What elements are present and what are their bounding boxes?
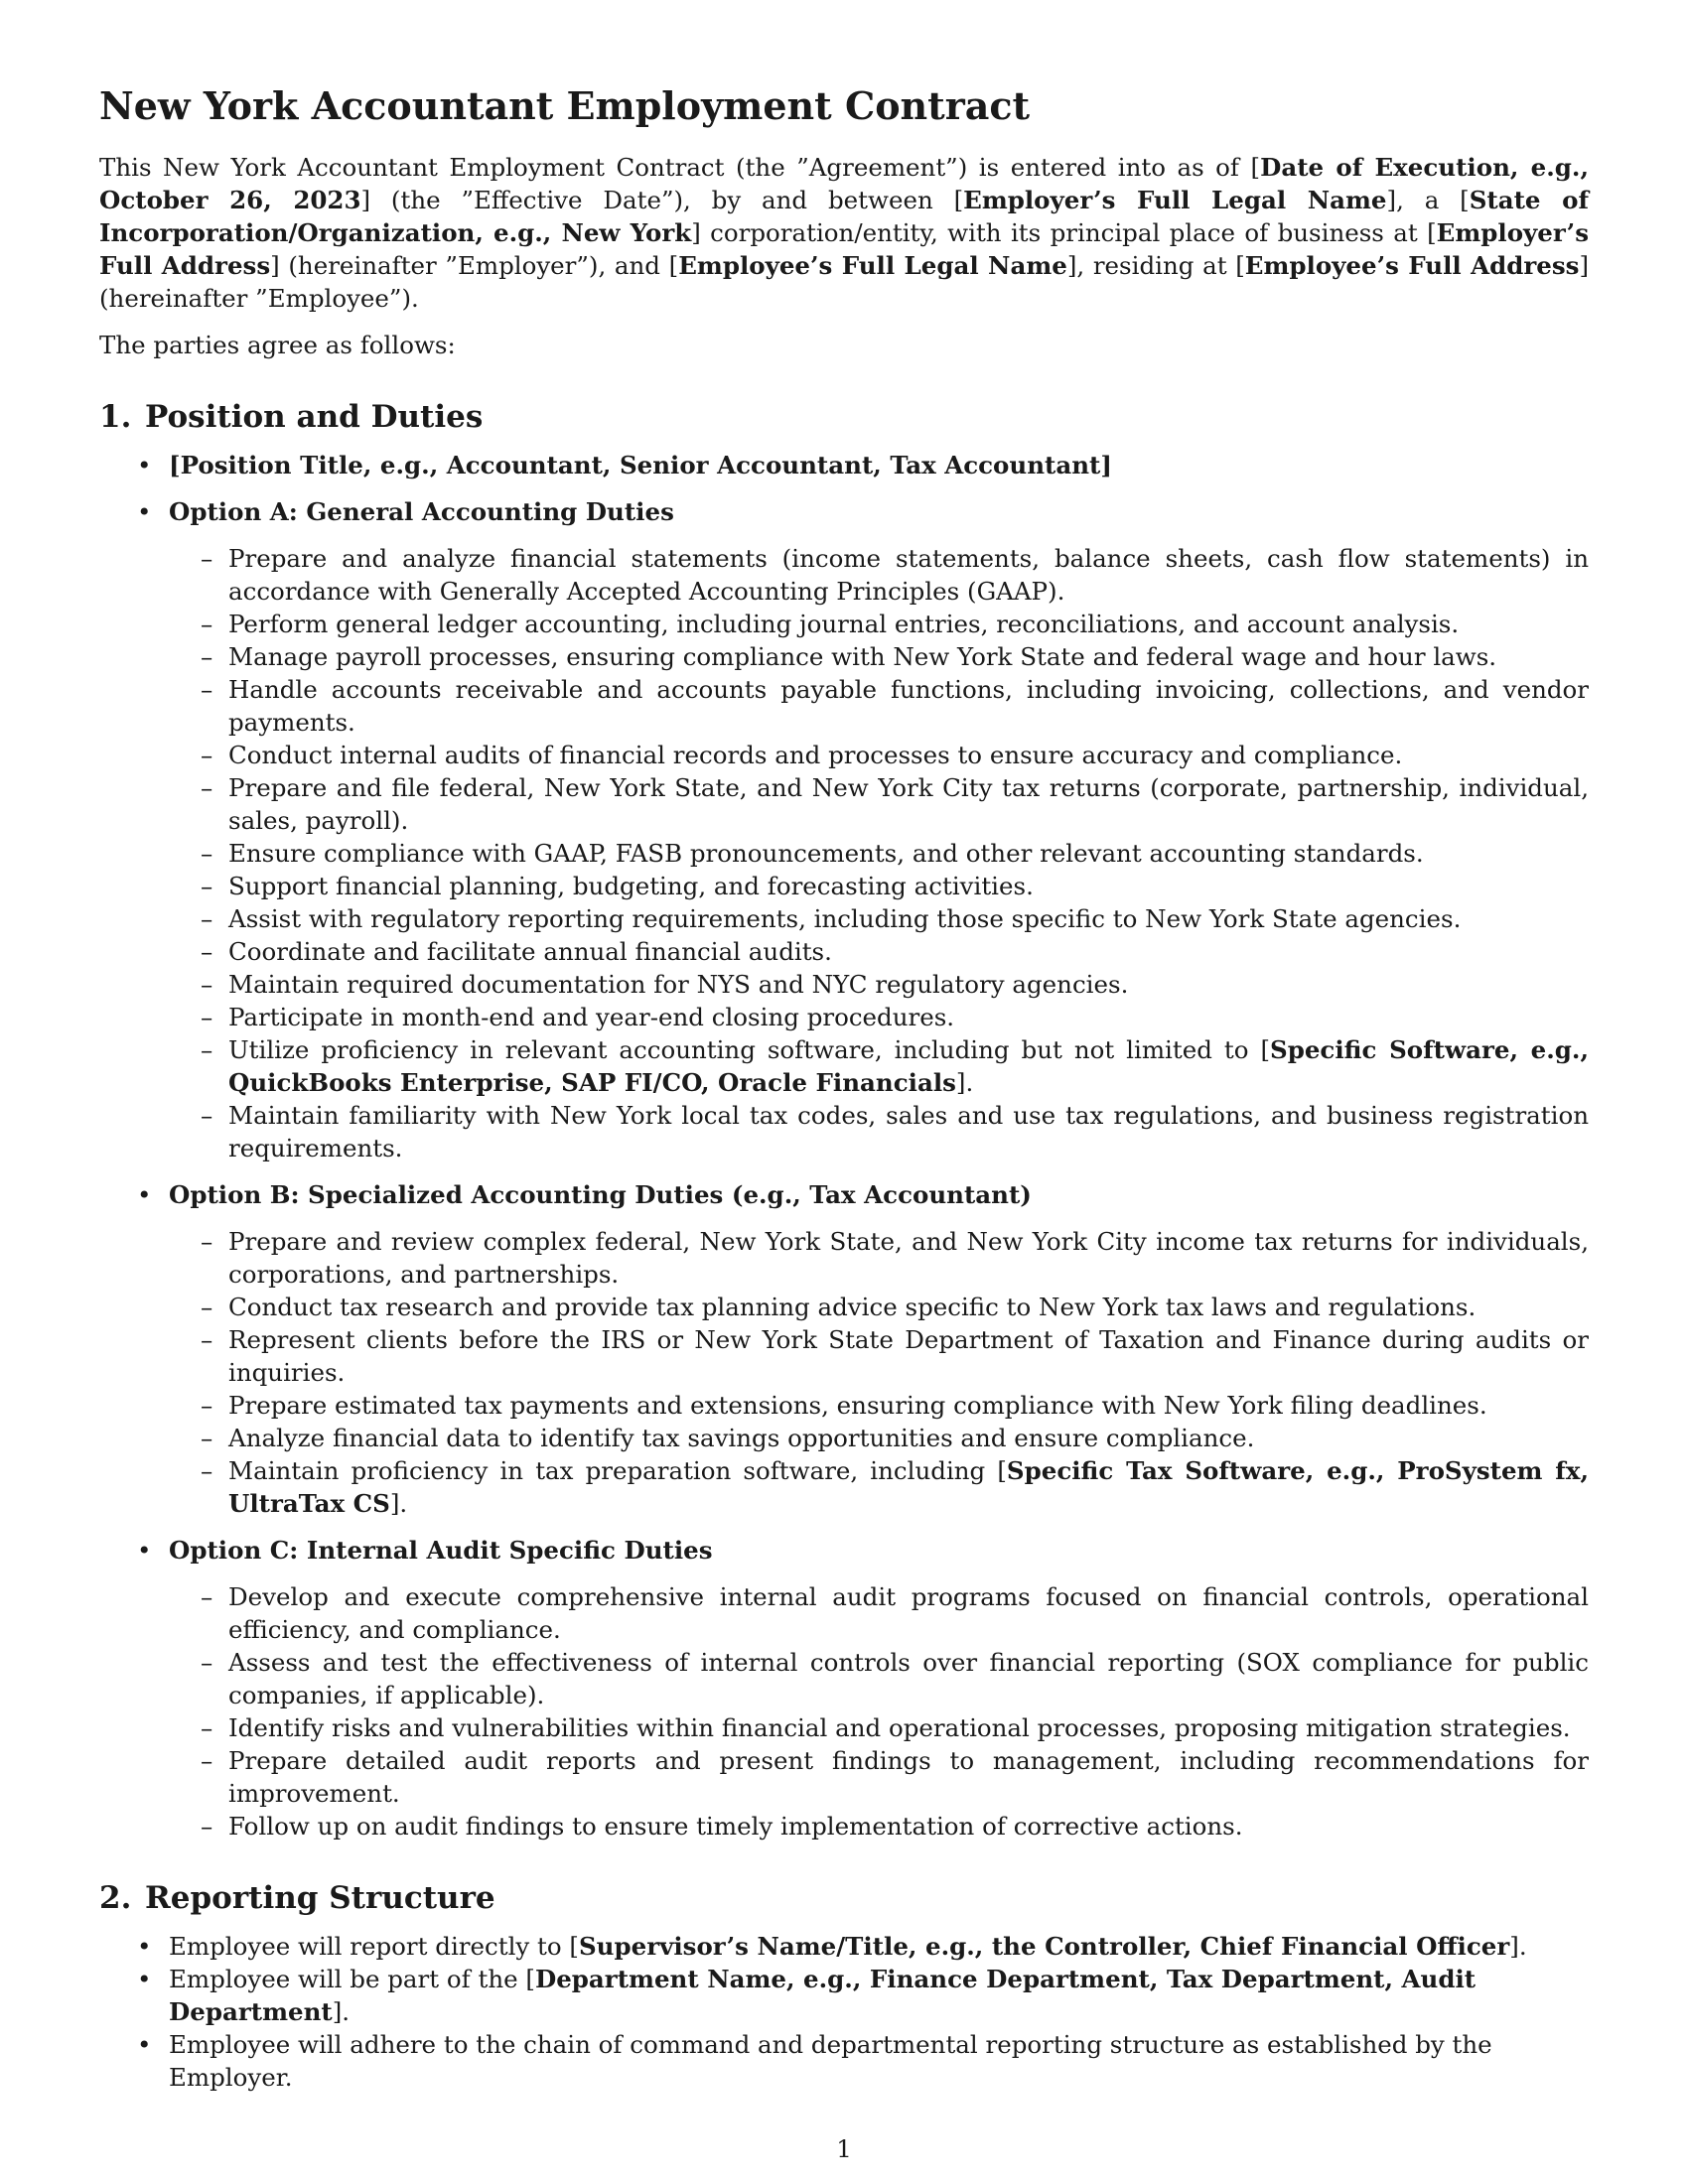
list-item: – Prepare estimated tax payments and extensions, ensuring compliance with New York filing deadlines. xyxy=(169,1389,1589,1422)
list-item: – Manage payroll processes, ensuring compliance with New York State and federal wage and hour laws. xyxy=(169,640,1589,673)
list-item: – Participate in month-end and year-end closing procedures. xyxy=(169,1001,1589,1033)
document-title: New York Accountant Employment Contract xyxy=(99,83,1031,128)
position-title-item: • [Position Title, e.g., Accountant, Senior Accountant, Tax Accountant] xyxy=(99,449,1589,481)
option-c-duties xyxy=(169,1580,1589,1843)
document-page xyxy=(99,83,1589,2094)
list-item: – Analyze financial data to identify tax savings opportunities and ensure compliance. xyxy=(169,1422,1589,1454)
list-item: • Employee will adhere to the chain of command and departmental reporting structure as established by the Employer. xyxy=(99,2028,1589,2094)
list-item: – Ensure compliance with GAAP, FASB pronouncements, and other relevant accounting standards. xyxy=(169,837,1589,870)
reporting-structure-list xyxy=(99,1930,1589,2094)
list-item: – Maintain required documentation for NYS and NYC regulatory agencies. xyxy=(169,968,1589,1001)
section-heading-position-duties: 1. Position and Duties xyxy=(99,399,484,435)
list-item: – Follow up on audit findings to ensure timely implementation of corrective actions. xyxy=(169,1810,1589,1843)
list-item: – Develop and execute comprehensive internal audit programs focused on financial controls, operational efficiency, and compliance. xyxy=(169,1580,1589,1646)
list-item: – Prepare and analyze financial statements (income statements, balance sheets, cash flow statements) in accordance with Generally Accepted Accounting Principles (GAAP). xyxy=(169,542,1589,608)
list-item: – Maintain proficiency in tax preparation software, including [Specific Tax Software, e.g., ProSystem fx, UltraTax CS]. xyxy=(169,1454,1589,1520)
list-item: – Prepare and file federal, New York State, and New York City tax returns (corporate, partnership, individual, sales, payroll). xyxy=(169,771,1589,837)
intro-paragraph: This New York Accountant Employment Contract (the ”Agreement”) is entered into as of [Date of Execution, e.g., October 26, 2023] (the ”Effective Date”), by and between [Employer’s Full Legal Name], a [State of Incorporation/Organization, e.g., New York] corporation/entity, with its principal place of business at [Employer’s Full Address] (hereinafter ”Employer”), and [Employee’s Full Legal Name], residing at [Employee’s Full Address] (hereinafter ”Employee”). xyxy=(99,153,1589,313)
list-item: – Conduct tax research and provide tax planning advice specific to New York tax laws and regulations. xyxy=(169,1291,1589,1323)
page-number: 1 xyxy=(836,2134,852,2163)
list-item: – Coordinate and facilitate annual financial audits. xyxy=(169,935,1589,968)
option-c-item: • Option C: Internal Audit Specific Duties – Develop and execute comprehensive internal audit programs focused on financial controls, operational efficiency, and compliance. – Assess and test the effectiveness of internal controls over financial reporting (SOX compliance for public companies, if applicable). – Identify risks and vulnerabilities within financial and operational processes, proposing mitigation strategies. – Prepare detailed audit reports and present findings to management, including recommendations for improvement. – Follow up on audit findings to ensure timely implementation of corrective actions. xyxy=(99,1534,1589,1843)
option-b-item: • Option B: Specialized Accounting Duties (e.g., Tax Accountant) – Prepare and review complex federal, New York State, and New York City income tax returns for individuals, corporations, and partnerships. – Conduct tax research and provide tax planning advice specific to New York tax laws and regulations. – Represent clients before the IRS or New York State Department of Taxation and Finance during audits or inquiries. – Prepare estimated tax payments and extensions, ensuring compliance with New York filing deadlines. – Analyze financial data to identify tax savings opportunities and ensure compliance. – Maintain proficiency in tax preparation software, including [Specific Tax Software, e.g., ProSystem fx, UltraTax CS]. xyxy=(99,1178,1589,1520)
list-item: • Employee will report directly to [Supervisor’s Name/Title, e.g., the Controller, Chief Financial Officer]. xyxy=(99,1930,1589,1963)
option-b-duties xyxy=(169,1225,1589,1520)
list-item: – Conduct internal audits of financial records and processes to ensure accuracy and compliance. xyxy=(169,739,1589,771)
list-item: • Employee will be part of the [Department Name, e.g., Finance Department, Tax Department, Audit Department]. xyxy=(99,1963,1589,2028)
list-item: – Assist with regulatory reporting requirements, including those specific to New York State agencies. xyxy=(169,902,1589,935)
list-item: – Prepare detailed audit reports and present findings to management, including recommendations for improvement. xyxy=(169,1744,1589,1810)
list-item: – Perform general ledger accounting, including journal entries, reconciliations, and account analysis. xyxy=(169,608,1589,640)
position-duties-list xyxy=(99,449,1589,1843)
option-a-duties xyxy=(169,542,1589,1164)
option-a-item: • Option A: General Accounting Duties – Prepare and analyze financial statements (income statements, balance sheets, cash flow statements) in accordance with Generally Accepted Accounting Principles (GAAP). – Perform general ledger accounting, including journal entries, reconciliations, and account analysis. – Manage payroll processes, ensuring compliance with New York State and federal wage and hour laws. – Handle accounts receivable and accounts payable functions, including invoicing, collections, and vendor payments. – Conduct internal audits of financial records and processes to ensure accuracy and compliance. – Prepare and file federal, New York State, and New York City tax returns (corporate, partnership, individual, sales, payroll). – Ensure compliance with GAAP, FASB pronouncements, and other relevant accounting standards. – Support financial planning, budgeting, and forecasting activities. – Assist with regulatory reporting requirements, including those specific to New York State agencies. – Coordinate and facilitate annual financial audits. – Maintain required documentation for NYS and NYC regulatory agencies. – Participate in month-end and year-end closing procedures. – Utilize proficiency in relevant accounting software, including but not limited to [Specific Software, e.g., QuickBooks Enterprise, SAP FI/CO, Oracle Financials]. – Maintain familiarity with New York local tax codes, sales and use tax regulations, and business registration requirements. xyxy=(99,495,1589,1164)
list-item: – Prepare and review complex federal, New York State, and New York City income tax returns for individuals, corporations, and partnerships. xyxy=(169,1225,1589,1291)
list-item: – Handle accounts receivable and accounts payable functions, including invoicing, collections, and vendor payments. xyxy=(169,673,1589,739)
list-item: – Support financial planning, budgeting, and forecasting activities. xyxy=(169,870,1589,902)
list-item: – Represent clients before the IRS or New York State Department of Taxation and Finance during audits or inquiries. xyxy=(169,1323,1589,1389)
list-item: – Identify risks and vulnerabilities within financial and operational processes, proposing mitigation strategies. xyxy=(169,1711,1589,1744)
list-item: – Assess and test the effectiveness of internal controls over financial reporting (SOX compliance for public companies, if applicable). xyxy=(169,1646,1589,1711)
agree-paragraph: The parties agree as follows: xyxy=(99,331,456,359)
list-item: – Maintain familiarity with New York local tax codes, sales and use tax regulations, and business registration requirements. xyxy=(169,1099,1589,1164)
section-heading-reporting-structure: 2. Reporting Structure xyxy=(99,1880,495,1916)
list-item: – Utilize proficiency in relevant accounting software, including but not limited to [Specific Software, e.g., QuickBooks Enterprise, SAP FI/CO, Oracle Financials]. xyxy=(169,1033,1589,1099)
